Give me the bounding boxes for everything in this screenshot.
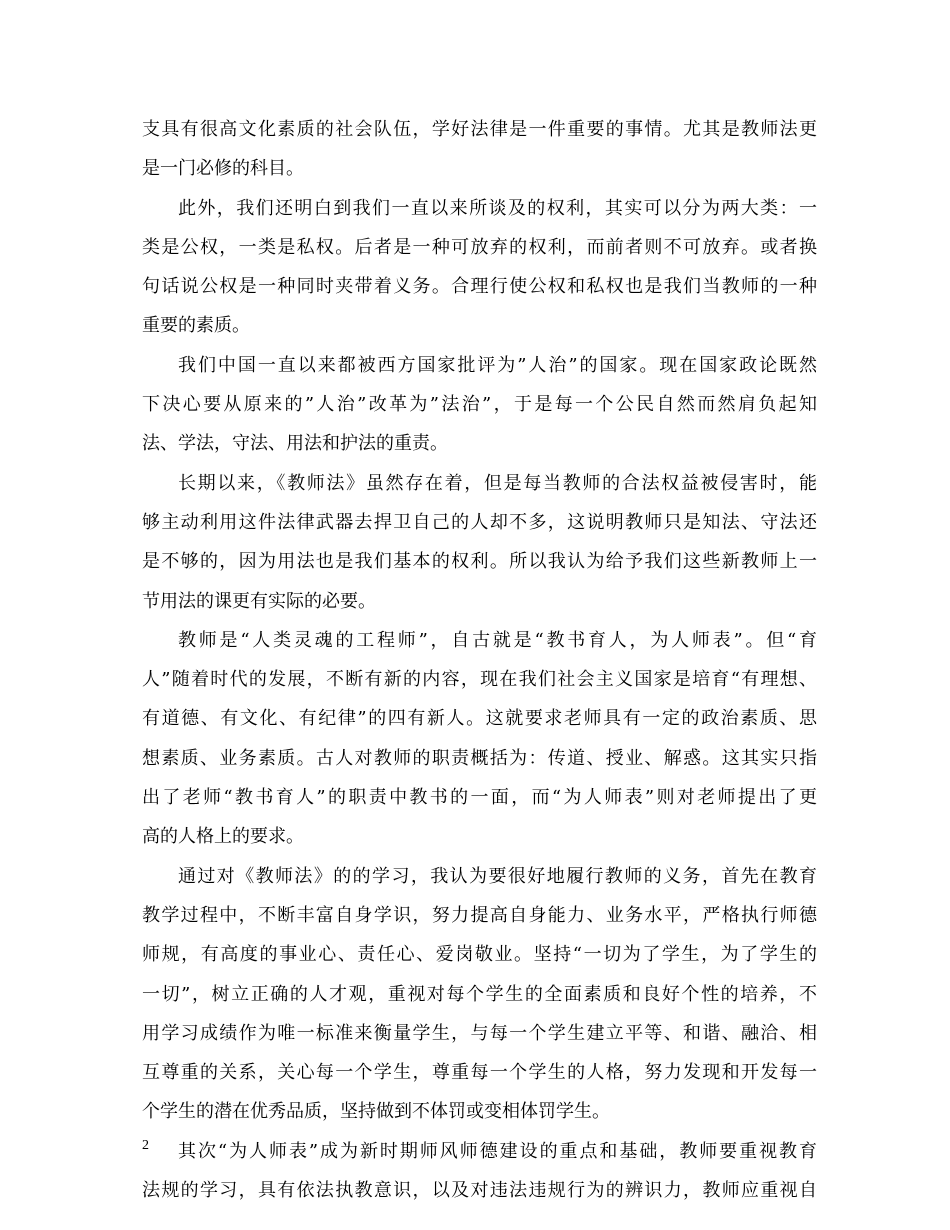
page-number: 2 (142, 1138, 149, 1153)
text-line: 想素质、业务素质。古人对教师的职责概括为：传道、授业、解惑。这其实只指 (142, 747, 817, 769)
text-line: 节用法的课更有实际的必要。 (142, 590, 376, 612)
text-line: 法规的学习，具有依法执教意识，以及对违法违规行为的辨识力，教师应重视自 (142, 1180, 817, 1202)
text-line: 够主动利用这件法律武器去捍卫自己的人却不多，这说明教师只是知法、守法还 (142, 511, 817, 533)
text-line: 师规，有高度的事业心、责任心、爱岗敬业。坚持“一切为了学生，为了学生的 (142, 944, 817, 966)
text-line: 法、学法，守法、用法和护法的重责。 (142, 433, 448, 455)
text-line: 类是公权，一类是私权。后者是一种可放弃的权利，而前者则不可放弃。或者换 (142, 236, 817, 258)
text-line: 个学生的潜在优秀品质，坚持做到不体罚或变相体罚学生。 (142, 1101, 610, 1123)
text-line: 是一门必修的科目。 (142, 158, 304, 180)
text-line: 用学习成绩作为唯一标准来衡量学生，与每一个学生建立平等、和谐、融洽、相 (142, 1022, 817, 1044)
text-line: 一切”，树立正确的人才观，重视对每个学生的全面素质和良好个性的培养，不 (142, 983, 817, 1005)
text-line: 此外，我们还明白到我们一直以来所谈及的权利，其实可以分为两大类：一 (178, 197, 817, 219)
text-line: 我们中国一直以来都被西方国家批评为”人治”的国家。现在国家政论既然 (178, 354, 817, 376)
text-line: 教师是“人类灵魂的工程师”，自古就是“教书育人，为人师表”。但“育 (178, 629, 817, 651)
text-line: 高的人格上的要求。 (142, 826, 304, 848)
text-line: 句话说公权是一种同时夹带着义务。合理行使公权和私权也是我们当教师的一种 (142, 276, 817, 298)
text-line: 其次“为人师表”成为新时期师风师德建设的重点和基础，教师要重视教育 (178, 1140, 817, 1162)
text-line: 支具有很高文化素质的社会队伍，学好法律是一件重要的事情。尤其是教师法更 (142, 119, 817, 140)
document-body (142, 110, 817, 1210)
text-line: 下决心要从原来的”人治”改革为”法治”，于是每一个公民自然而然肩负起知 (142, 394, 817, 416)
text-line: 教学过程中，不断丰富自身学识，努力提高自身能力、业务水平，严格执行师德 (142, 904, 817, 926)
text-line: 通过对《教师法》的的学习，我认为要很好地履行教师的义务，首先在教育 (178, 865, 817, 887)
text-line: 有道德、有文化、有纪律”的四有新人。这就要求老师具有一定的政治素质、思 (142, 708, 817, 730)
text-line: 是不够的，因为用法也是我们基本的权利。所以我认为给予我们这些新教师上一 (142, 551, 817, 573)
text-line: 重要的素质。 (142, 315, 250, 337)
text-line: 人”随着时代的发展，不断有新的内容，现在我们社会主义国家是培育“有理想、 (142, 669, 817, 691)
text-line: 长期以来，《教师法》虽然存在着，但是每当教师的合法权益被侵害时，能 (178, 472, 817, 494)
text-line: 出了老师“教书育人”的职责中教书的一面，而“为人师表”则对老师提出了更 (142, 787, 817, 809)
text-line: 互尊重的关系，关心每一个学生，尊重每一个学生的人格，努力发现和开发每一 (142, 1062, 817, 1084)
